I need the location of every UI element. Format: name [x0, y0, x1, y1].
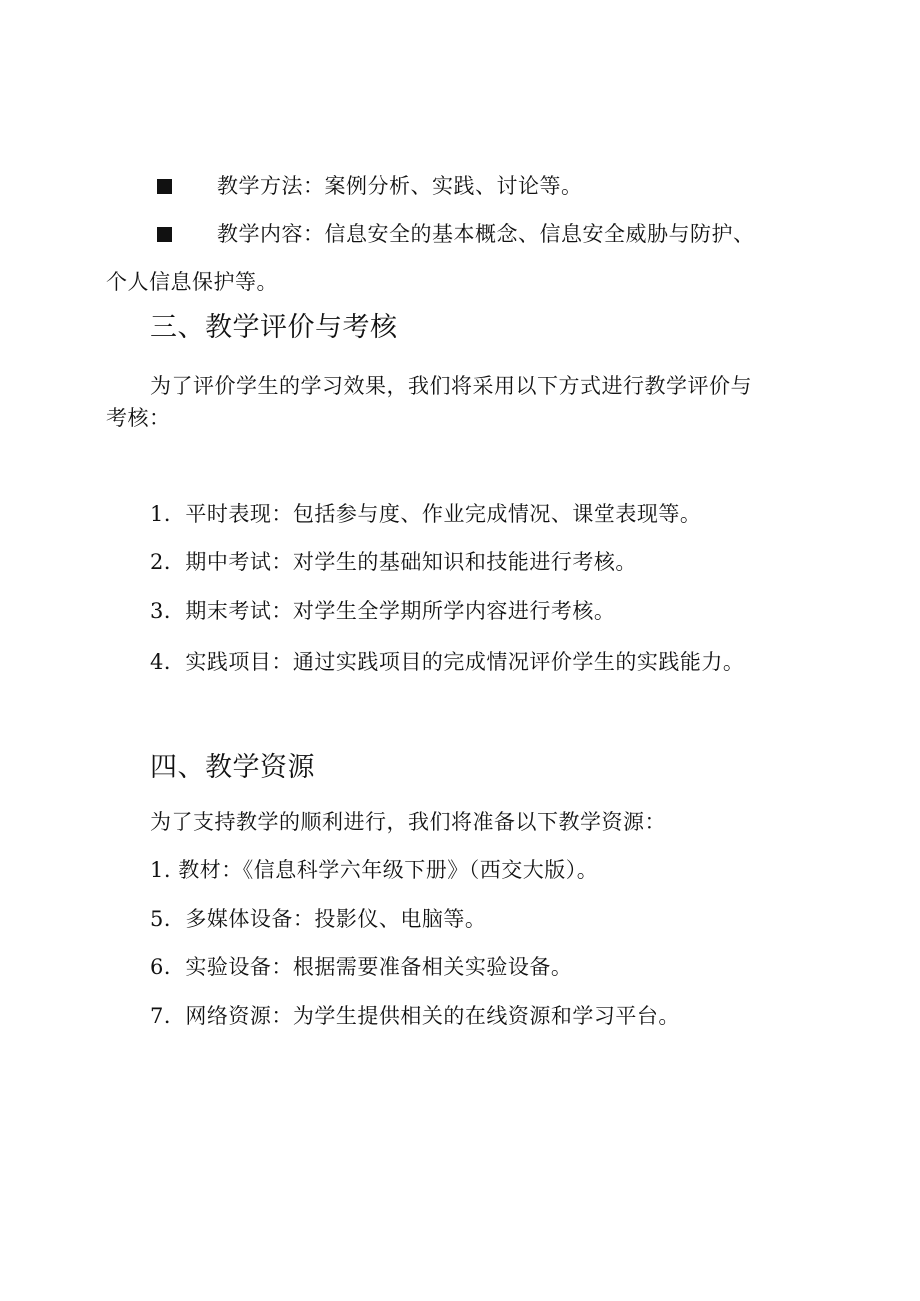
list-item-resources-6: 6．实验设备：根据需要准备相关实验设备。	[150, 955, 573, 979]
section-intro-evaluation-line2: 考核：	[106, 406, 171, 430]
list-item-evaluation-3: 3．期末考试：对学生全学期所学内容进行考核。	[150, 599, 616, 623]
bullet-text-teaching-method: 教学方法：案例分析、实践、讨论等。	[217, 174, 583, 198]
list-item-resources-5: 5．多媒体设备：投影仪、电脑等。	[150, 907, 487, 931]
bullet-square-icon	[157, 227, 172, 242]
bullet-text-teaching-content: 教学内容：信息安全的基本概念、信息安全威胁与防护、	[217, 222, 755, 246]
list-item-evaluation-4: 4．实践项目：通过实践项目的完成情况评价学生的实践能力。	[150, 650, 745, 674]
list-item-evaluation-2: 2．期中考试：对学生的基础知识和技能进行考核。	[150, 550, 637, 574]
section-heading-evaluation: 三、教学评价与考核	[150, 312, 398, 343]
section-intro-resources: 为了支持教学的顺利进行，我们将准备以下教学资源：	[150, 810, 666, 834]
section-intro-evaluation-line1: 为了评价学生的学习效果，我们将采用以下方式进行教学评价与	[150, 374, 752, 398]
bullet-text-teaching-content-continuation: 个人信息保护等。	[106, 270, 278, 294]
bullet-square-icon	[157, 179, 172, 194]
list-item-resources-1: 1. 教材：《信息科学六年级下册》（西交大版）。	[150, 858, 599, 882]
list-item-resources-7: 7．网络资源：为学生提供相关的在线资源和学习平台。	[150, 1004, 680, 1028]
list-item-evaluation-1: 1．平时表现：包括参与度、作业完成情况、课堂表现等。	[150, 502, 702, 526]
section-heading-resources: 四、教学资源	[150, 752, 315, 783]
